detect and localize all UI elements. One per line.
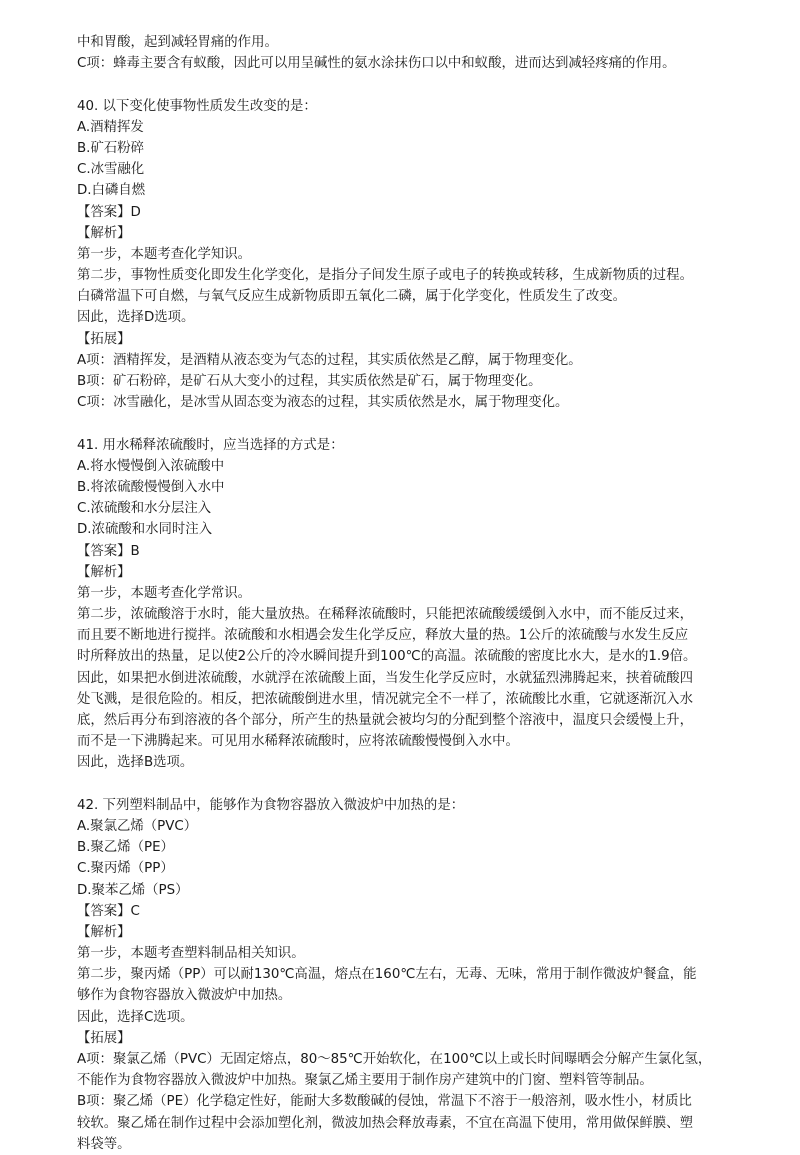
analysis-line: 第一步，本题考查化学知识。	[77, 246, 252, 262]
option-a: A.将水慢慢倒入浓硫酸中	[77, 458, 225, 474]
extension-line: 不能作为食物容器放入微波炉中加热。聚氯乙烯主要用于制作房产建筑中的门窗、塑料管等制品。	[77, 1073, 653, 1089]
extension-line: B项：聚乙烯（PE）化学稳定性好，能耐大多数酸碱的侵蚀，常温下不溶于一般溶剂，吸水性小，材质比	[77, 1094, 692, 1110]
analysis-label: 【解析】	[77, 225, 131, 241]
extension-label: 【拓展】	[77, 1030, 131, 1046]
analysis-line: 第二步，浓硫酸溶于水时，能大量放热。在稀释浓硫酸时，只能把浓硫酸缓缓倒入水中，而不能反过来，	[77, 607, 693, 623]
intro-line: 中和胃酸，起到减轻胃痛的作用。	[77, 35, 278, 50]
analysis-label: 【解析】	[77, 564, 131, 580]
analysis-line: 第一步，本题考查塑料制品相关知识。	[77, 946, 305, 962]
answer-label: 【答案】D	[77, 204, 141, 220]
option-d: D.聚苯乙烯（PS）	[77, 882, 189, 898]
option-c: C.浓硫酸和水分层注入	[77, 501, 212, 517]
question-41-title: 41. 用水稀释浓硫酸时，应当选择的方式是：	[77, 437, 344, 453]
option-b: B.聚乙烯（PE）	[77, 840, 174, 856]
question-42-title: 42. 下列塑料制品中，能够作为食物容器放入微波炉中加热的是：	[77, 797, 465, 813]
intro-line: C项：蜂毒主要含有蚁酸，因此可以用呈碱性的氨水涂抹伤口以中和蚁酸，进而达到减轻疼痛的作用。	[77, 56, 676, 72]
analysis-label: 【解析】	[77, 924, 131, 940]
document-page	[77, 32, 767, 1155]
analysis-line: 时所释放出的热量，足以使2公斤的冷水瞬间提升到100℃的高温。浓硫酸的密度比水大，是水的1.9倍。	[77, 649, 697, 665]
question-40-title: 40. 以下变化使事物性质发生改变的是：	[77, 98, 317, 114]
answer-label: 【答案】C	[77, 903, 140, 919]
analysis-line: 而且要不断地进行搅拌。浓硫酸和水相遇会发生化学反应，释放大量的热。1公斤的浓硫酸与水发生反应	[77, 628, 689, 644]
extension-line: A项：酒精挥发，是酒精从液态变为气态的过程，其实质依然是乙醇，属于物理变化。	[77, 352, 582, 368]
analysis-line: 第二步，聚丙烯（PP）可以耐130℃高温，熔点在160℃左右，无毒、无味，常用于制作微波炉餐盒，能	[77, 967, 697, 983]
extension-label: 【拓展】	[77, 331, 131, 347]
option-d: D.白磷自燃	[77, 183, 146, 199]
option-a: A.聚氯乙烯（PVC）	[77, 818, 198, 834]
analysis-line: 因此，如果把水倒进浓硫酸，水就浮在浓硫酸上面，当发生化学反应时，水就猛烈沸腾起来，挟着硫酸四	[77, 670, 693, 686]
extension-line: C项：冰雪融化，是冰雪从固态变为液态的过程，其实质依然是水，属于物理变化。	[77, 395, 569, 411]
extension-line: 料袋等。	[77, 1136, 131, 1152]
analysis-line: 白磷常温下可自燃，与氧气反应生成新物质即五氧化二磷，属于化学变化，性质发生了改变。	[77, 289, 627, 305]
extension-line: 较软。聚乙烯在制作过程中会添加塑化剂，微波加热会释放毒素，不宜在高温下使用，常用做保鲜膜、塑	[77, 1115, 693, 1131]
analysis-line: 第二步，事物性质变化即发生化学变化，是指分子间发生原子或电子的转换或转移，生成新物质的过程。	[77, 268, 693, 284]
analysis-line: 而不是一下沸腾起来。可见用水稀释浓硫酸时，应将浓硫酸慢慢倒入水中。	[77, 734, 519, 750]
option-c: C.聚丙烯（PP）	[77, 861, 174, 877]
option-b: B.矿石粉碎	[77, 140, 145, 156]
analysis-line: 处飞溅，是很危险的。相反，把浓硫酸倒进水里，情况就完全不一样了，浓硫酸比水重，它就逐渐沉入水	[77, 691, 693, 707]
analysis-line: 第一步，本题考查化学常识。	[77, 585, 252, 601]
analysis-line: 够作为食物容器放入微波炉中加热。	[77, 988, 292, 1004]
option-c: C.冰雪融化	[77, 162, 145, 178]
analysis-line: 因此，选择B选项。	[77, 755, 194, 771]
analysis-line: 因此，选择D选项。	[77, 310, 195, 326]
analysis-line: 底，然后再分布到溶液的各个部分，所产生的热量就会被均匀的分配到整个溶液中，温度只会缓慢上升，	[77, 713, 693, 728]
answer-label: 【答案】B	[77, 543, 140, 559]
analysis-line: 因此，选择C选项。	[77, 1009, 194, 1025]
option-b: B.将浓硫酸慢慢倒入水中	[77, 479, 225, 495]
extension-line: A项：聚氯乙烯（PVC）无固定熔点，80～85℃开始软化，在100℃以上或长时间曝晒会分解产生氯化氢，	[77, 1052, 712, 1067]
option-d: D.浓硫酸和水同时注入	[77, 522, 213, 538]
option-a: A.酒精挥发	[77, 119, 144, 135]
extension-line: B项：矿石粉碎，是矿石从大变小的过程，其实质依然是矿石，属于物理变化。	[77, 374, 542, 389]
